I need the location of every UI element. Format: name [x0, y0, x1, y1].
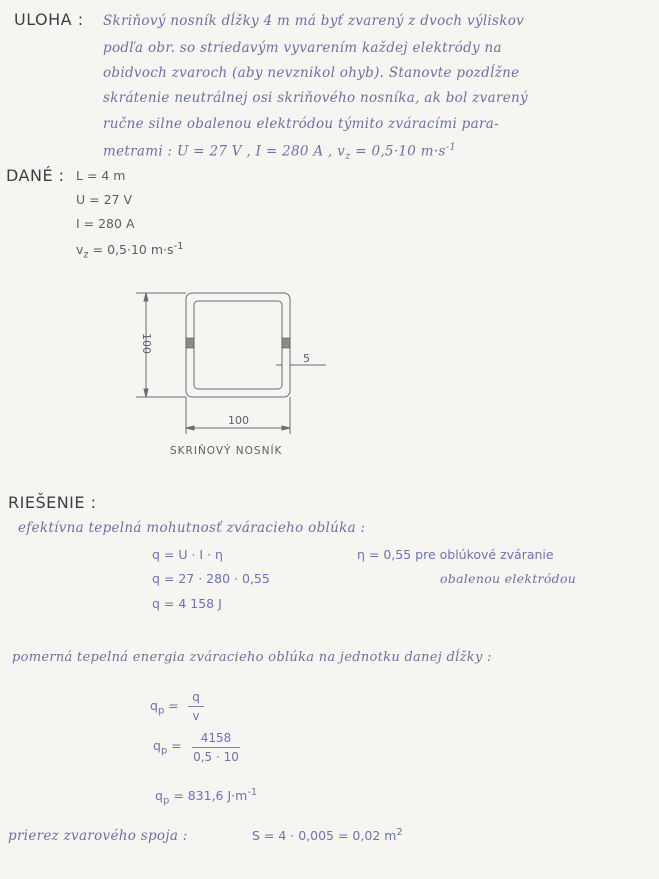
qp2-numerator: 4158: [200, 731, 232, 745]
riesenie-line-3: prierez zvarového spoja :: [8, 828, 188, 844]
equation-q-3: q = 4 158 J: [152, 596, 222, 611]
dane-vz-exponent: -1: [173, 241, 184, 252]
qp2-symbol: q: [153, 738, 161, 753]
s-exponent: 2: [396, 827, 403, 838]
riesenie-heading: RIEŠENIE :: [8, 493, 97, 512]
dim-height-label: 100: [140, 333, 153, 354]
cross-section-equation: [252, 828, 403, 843]
weld-right: [282, 338, 290, 348]
qp-equation-1-fraction: [188, 690, 204, 723]
uloha-text-line-3: obidvoch zvaroch (aby nevznikol ohyb). Stanovte pozdĺžne: [103, 65, 520, 81]
dane-length: L = 4 m: [76, 168, 126, 183]
qp3-subscript: p: [162, 795, 170, 807]
uloha-text-line-2: podľa obr. so striedavým vyvarením každej elektródy na: [103, 40, 502, 56]
s-equation: S = 4 · 0,005 = 0,02 m: [252, 828, 397, 844]
riesenie-line-2: pomerná tepelná energia zváracieho oblúka na jednotku danej dĺžky :: [12, 650, 492, 665]
girder-inner-outline: [194, 301, 282, 389]
uloha-vz-subscript: z: [345, 151, 351, 163]
qp1-numerator: q: [192, 690, 200, 704]
uloha-text-line-5: ručne silne obalenou elektródou týmito zváracími para-: [103, 116, 499, 132]
qp1-denominator: v: [192, 709, 200, 723]
weld-left: [186, 338, 194, 348]
qp2-denominator: 0,5 · 10: [193, 750, 239, 764]
dane-vz-subscript: z: [83, 249, 89, 261]
eta-note-2: obalenou elektródou: [440, 571, 577, 586]
dim-wall-label: 5: [303, 352, 310, 365]
equation-q-2: q = 27 · 280 · 0,55: [152, 571, 270, 586]
eta-note-1: η = 0,55 pre oblúkové zváranie: [357, 547, 554, 562]
uloha-vz-exponent: -1: [445, 142, 457, 153]
uloha-vz-value: = 0,5·10 m·s: [355, 143, 446, 160]
dane-heading: DANÉ :: [6, 166, 65, 185]
uloha-heading: ULOHA :: [14, 10, 84, 29]
dim-height-arrow-top: [144, 293, 148, 301]
qp3-symbol: q: [155, 788, 163, 804]
uloha-params: metrami : U = 27 V , I = 280 A , v: [103, 143, 346, 160]
equation-q-1: q = U · I · η: [152, 547, 223, 562]
riesenie-line-1: efektívna tepelná mohutnosť zváracieho oblúka :: [18, 520, 366, 536]
qp-equation-1-lhs: $q_p$ =: [150, 698, 179, 717]
dim-width-label: 100: [228, 414, 249, 427]
dane-vz-value: = 0,5·10 m·s: [92, 242, 174, 258]
qp-equation-2-fraction: [192, 731, 240, 764]
qp1-symbol: q: [150, 698, 158, 713]
qp-equation-2-lhs: $q_p$ =: [153, 738, 182, 757]
uloha-text-line-1: Skriňový nosník dĺžky 4 m má byť zvarený z dvoch výliskov: [103, 13, 525, 29]
qp-equation-3: [155, 788, 257, 807]
qp3-exponent: -1: [247, 787, 258, 798]
girder-outer-outline: [186, 293, 290, 397]
dim-height-arrow-bottom: [144, 389, 148, 397]
qp3-value: = 831,6 J·m: [173, 788, 248, 804]
dane-current: I = 280 A: [76, 216, 135, 231]
dim-width-arrow-left: [186, 426, 194, 430]
dim-width-arrow-right: [282, 426, 290, 430]
dane-voltage: U = 27 V: [76, 192, 132, 207]
qp2-subscript: p: [160, 745, 168, 757]
figure-caption: SKRIŇOVÝ NOSNÍK: [170, 445, 283, 457]
dane-vz-symbol: v: [76, 242, 84, 258]
qp1-subscript: p: [157, 705, 165, 717]
uloha-text-line-4: skrátenie neutrálnej osi skriňového nosníka, ak bol zvarený: [103, 90, 528, 106]
